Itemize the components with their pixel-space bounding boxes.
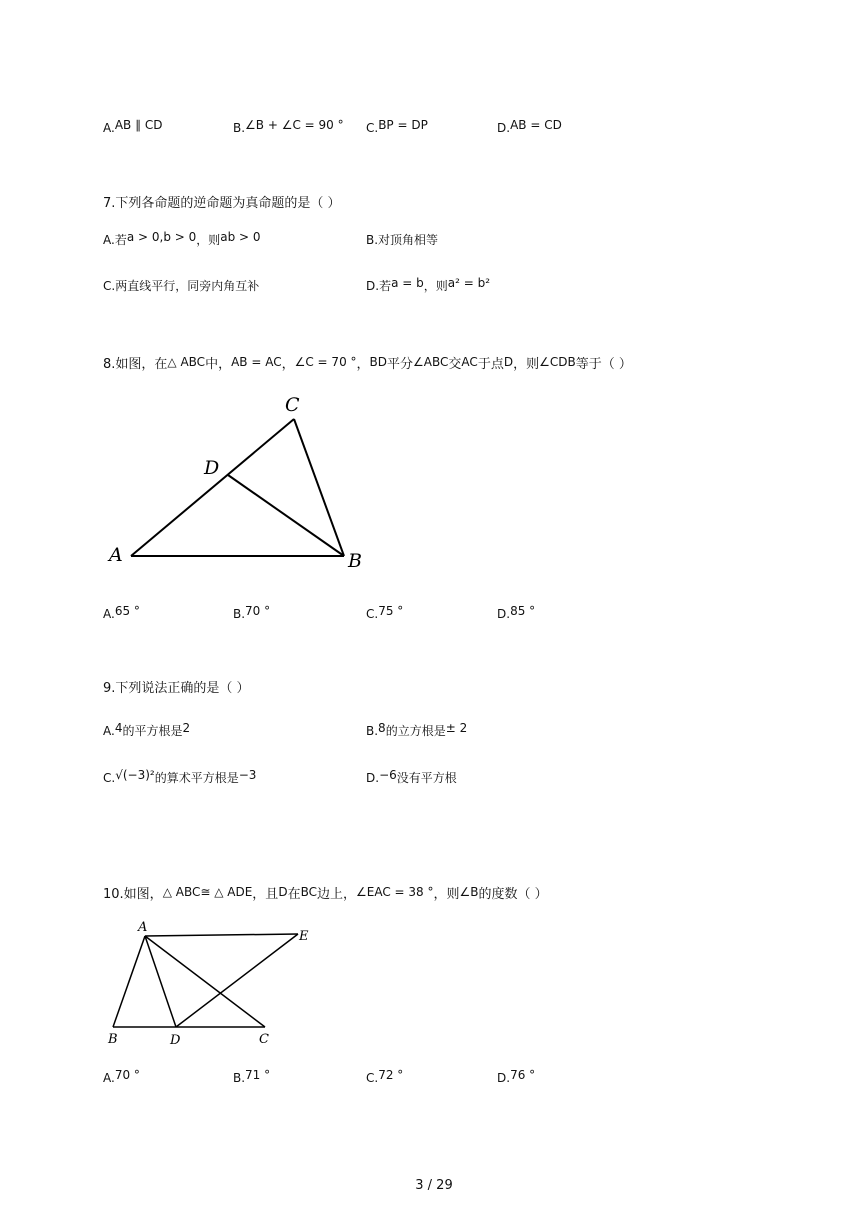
q6-option-d — [497, 120, 562, 136]
stem-math: BC — [300, 885, 317, 899]
stem-math: ∠EAC = 38 ° — [356, 885, 434, 899]
option-prefix: A. — [103, 1071, 115, 1085]
option-value: BP = DP — [378, 118, 428, 132]
option-prefix: D. — [497, 1071, 511, 1085]
stem-text: ，且 — [252, 887, 279, 902]
stem-math: ∠CDB — [539, 355, 576, 369]
segment-ac — [145, 936, 265, 1027]
option-text: 若 — [114, 233, 127, 247]
option-text: 没有平方根 — [396, 771, 457, 785]
segment-cb — [294, 419, 344, 556]
option-text: 的平方根是 — [122, 724, 183, 738]
page-number: 3 / 29 — [415, 1178, 453, 1193]
option-prefix: B. — [366, 233, 379, 247]
option-value: AB = CD — [510, 118, 562, 132]
option-math: ab > 0 — [220, 230, 261, 244]
option-math: −3 — [238, 768, 257, 782]
option-value: 70 ° — [114, 1068, 140, 1082]
stem-text: 8.如图，在 — [103, 357, 168, 372]
option-prefix: B. — [233, 1071, 246, 1085]
stem-math: ∠C = 70 ° — [294, 355, 357, 369]
label-a: A — [109, 544, 123, 566]
option-value: 85 ° — [510, 604, 536, 618]
stem-text: ，则 — [433, 887, 460, 902]
label-b: B — [348, 550, 362, 572]
q10-option-b — [233, 1070, 270, 1086]
stem-math: D — [278, 885, 288, 899]
option-math: 4 — [114, 721, 123, 735]
option-prefix: B. — [233, 607, 246, 621]
q7-stem: 7.下列各命题的逆命题为真命题的是（ ） — [103, 196, 341, 211]
option-prefix: D. — [497, 607, 511, 621]
option-value: AB ∥ CD — [114, 118, 163, 132]
label-d: D — [170, 1033, 181, 1048]
stem-math: BD — [369, 355, 388, 369]
q9-option-b — [366, 723, 467, 739]
option-math: ± 2 — [445, 721, 468, 735]
option-prefix: A. — [103, 724, 115, 738]
stem-text: 交 — [448, 357, 462, 372]
option-prefix: C. — [366, 607, 379, 621]
option-math: 2 — [182, 721, 191, 735]
option-prefix: D. — [366, 771, 380, 785]
label-c: C — [259, 1032, 269, 1047]
segment-bd — [228, 475, 344, 556]
q7-option-d — [366, 278, 490, 294]
q8-option-a — [103, 606, 140, 622]
q6-option-c — [366, 120, 428, 136]
stem-text: 中， — [205, 357, 232, 372]
q7-option-c — [103, 278, 259, 294]
q7-option-b — [366, 232, 438, 248]
stem-text: 平分 — [387, 357, 414, 372]
option-math: √(−3)² — [115, 768, 155, 782]
option-prefix: C. — [103, 771, 116, 785]
q9-stem: 9.下列说法正确的是（ ） — [103, 681, 250, 696]
q8-option-c — [366, 606, 403, 622]
segment-de — [176, 934, 298, 1027]
option-prefix: C. — [103, 279, 116, 293]
stem-math: ∠ABC — [413, 355, 449, 369]
q10-option-a — [103, 1070, 140, 1086]
stem-math: △ ABC≅ △ ADE — [162, 885, 253, 899]
segment-ad — [145, 936, 176, 1027]
q10-stem — [103, 885, 548, 904]
option-value: 65 ° — [114, 604, 140, 618]
option-prefix: B. — [366, 724, 379, 738]
stem-math: ∠B — [459, 885, 479, 899]
stem-text: ， — [356, 357, 370, 372]
option-prefix: B. — [233, 121, 246, 135]
q6-option-a — [103, 120, 163, 136]
q8-option-d — [497, 606, 535, 622]
option-value: ∠B + ∠C = 90 ° — [245, 118, 344, 132]
option-text: 的算术平方根是 — [154, 771, 239, 785]
q9-option-c — [103, 770, 256, 786]
option-text: 若 — [379, 279, 392, 293]
stem-math: AB = AC — [231, 355, 282, 369]
stem-text: 于点 — [477, 357, 504, 372]
option-value: 76 ° — [510, 1068, 536, 1082]
stem-text: ，则 — [513, 357, 540, 372]
stem-text: ， — [281, 357, 295, 372]
option-text: ，则 — [423, 279, 448, 293]
segment-ae — [145, 934, 298, 936]
label-b: B — [108, 1032, 118, 1047]
option-value: 70 ° — [245, 604, 271, 618]
stem-text: 10.如图， — [103, 887, 163, 902]
label-c: C — [285, 394, 300, 416]
stem-math: D — [503, 355, 514, 369]
option-math: −6 — [379, 768, 397, 782]
q10-option-d — [497, 1070, 535, 1086]
label-a: A — [138, 920, 148, 935]
stem-math: AC — [461, 355, 478, 369]
option-math: a² = b² — [447, 276, 491, 290]
option-text: ，则 — [196, 233, 221, 247]
stem-text: 的度数（ ） — [478, 887, 548, 902]
option-value: 71 ° — [245, 1068, 271, 1082]
option-prefix: D. — [366, 279, 380, 293]
stem-text: 边上， — [316, 887, 356, 902]
option-prefix: C. — [366, 1071, 379, 1085]
q9-option-a — [103, 723, 190, 739]
option-text: 的立方根是 — [385, 724, 446, 738]
q8-option-b — [233, 606, 270, 622]
option-text: 两直线平行，同旁内角互补 — [115, 279, 260, 293]
option-math: a = b — [391, 276, 424, 290]
option-prefix: C. — [366, 121, 379, 135]
stem-text: 在 — [287, 887, 301, 902]
label-e: E — [299, 929, 309, 944]
option-math: 8 — [378, 721, 386, 735]
segment-ab — [113, 936, 145, 1027]
stem-text: 等于（ ） — [575, 357, 632, 372]
q8-triangle-figure — [100, 390, 380, 580]
option-value: 75 ° — [378, 604, 404, 618]
q8-stem — [103, 355, 632, 374]
option-prefix: A. — [103, 607, 115, 621]
label-d: D — [204, 457, 220, 479]
option-prefix: A. — [103, 121, 115, 135]
q6-option-b — [233, 120, 344, 136]
q10-option-c — [366, 1070, 403, 1086]
q9-option-d — [366, 770, 457, 786]
segment-ac — [131, 419, 294, 556]
q7-option-a — [103, 232, 261, 248]
option-value: 72 ° — [378, 1068, 404, 1082]
option-text: 对顶角相等 — [378, 233, 439, 247]
option-prefix: A. — [103, 233, 115, 247]
option-math: a > 0,b > 0 — [126, 230, 197, 244]
stem-math: △ ABC — [167, 355, 206, 369]
option-prefix: D. — [497, 121, 511, 135]
q10-triangles-figure — [100, 915, 325, 1050]
